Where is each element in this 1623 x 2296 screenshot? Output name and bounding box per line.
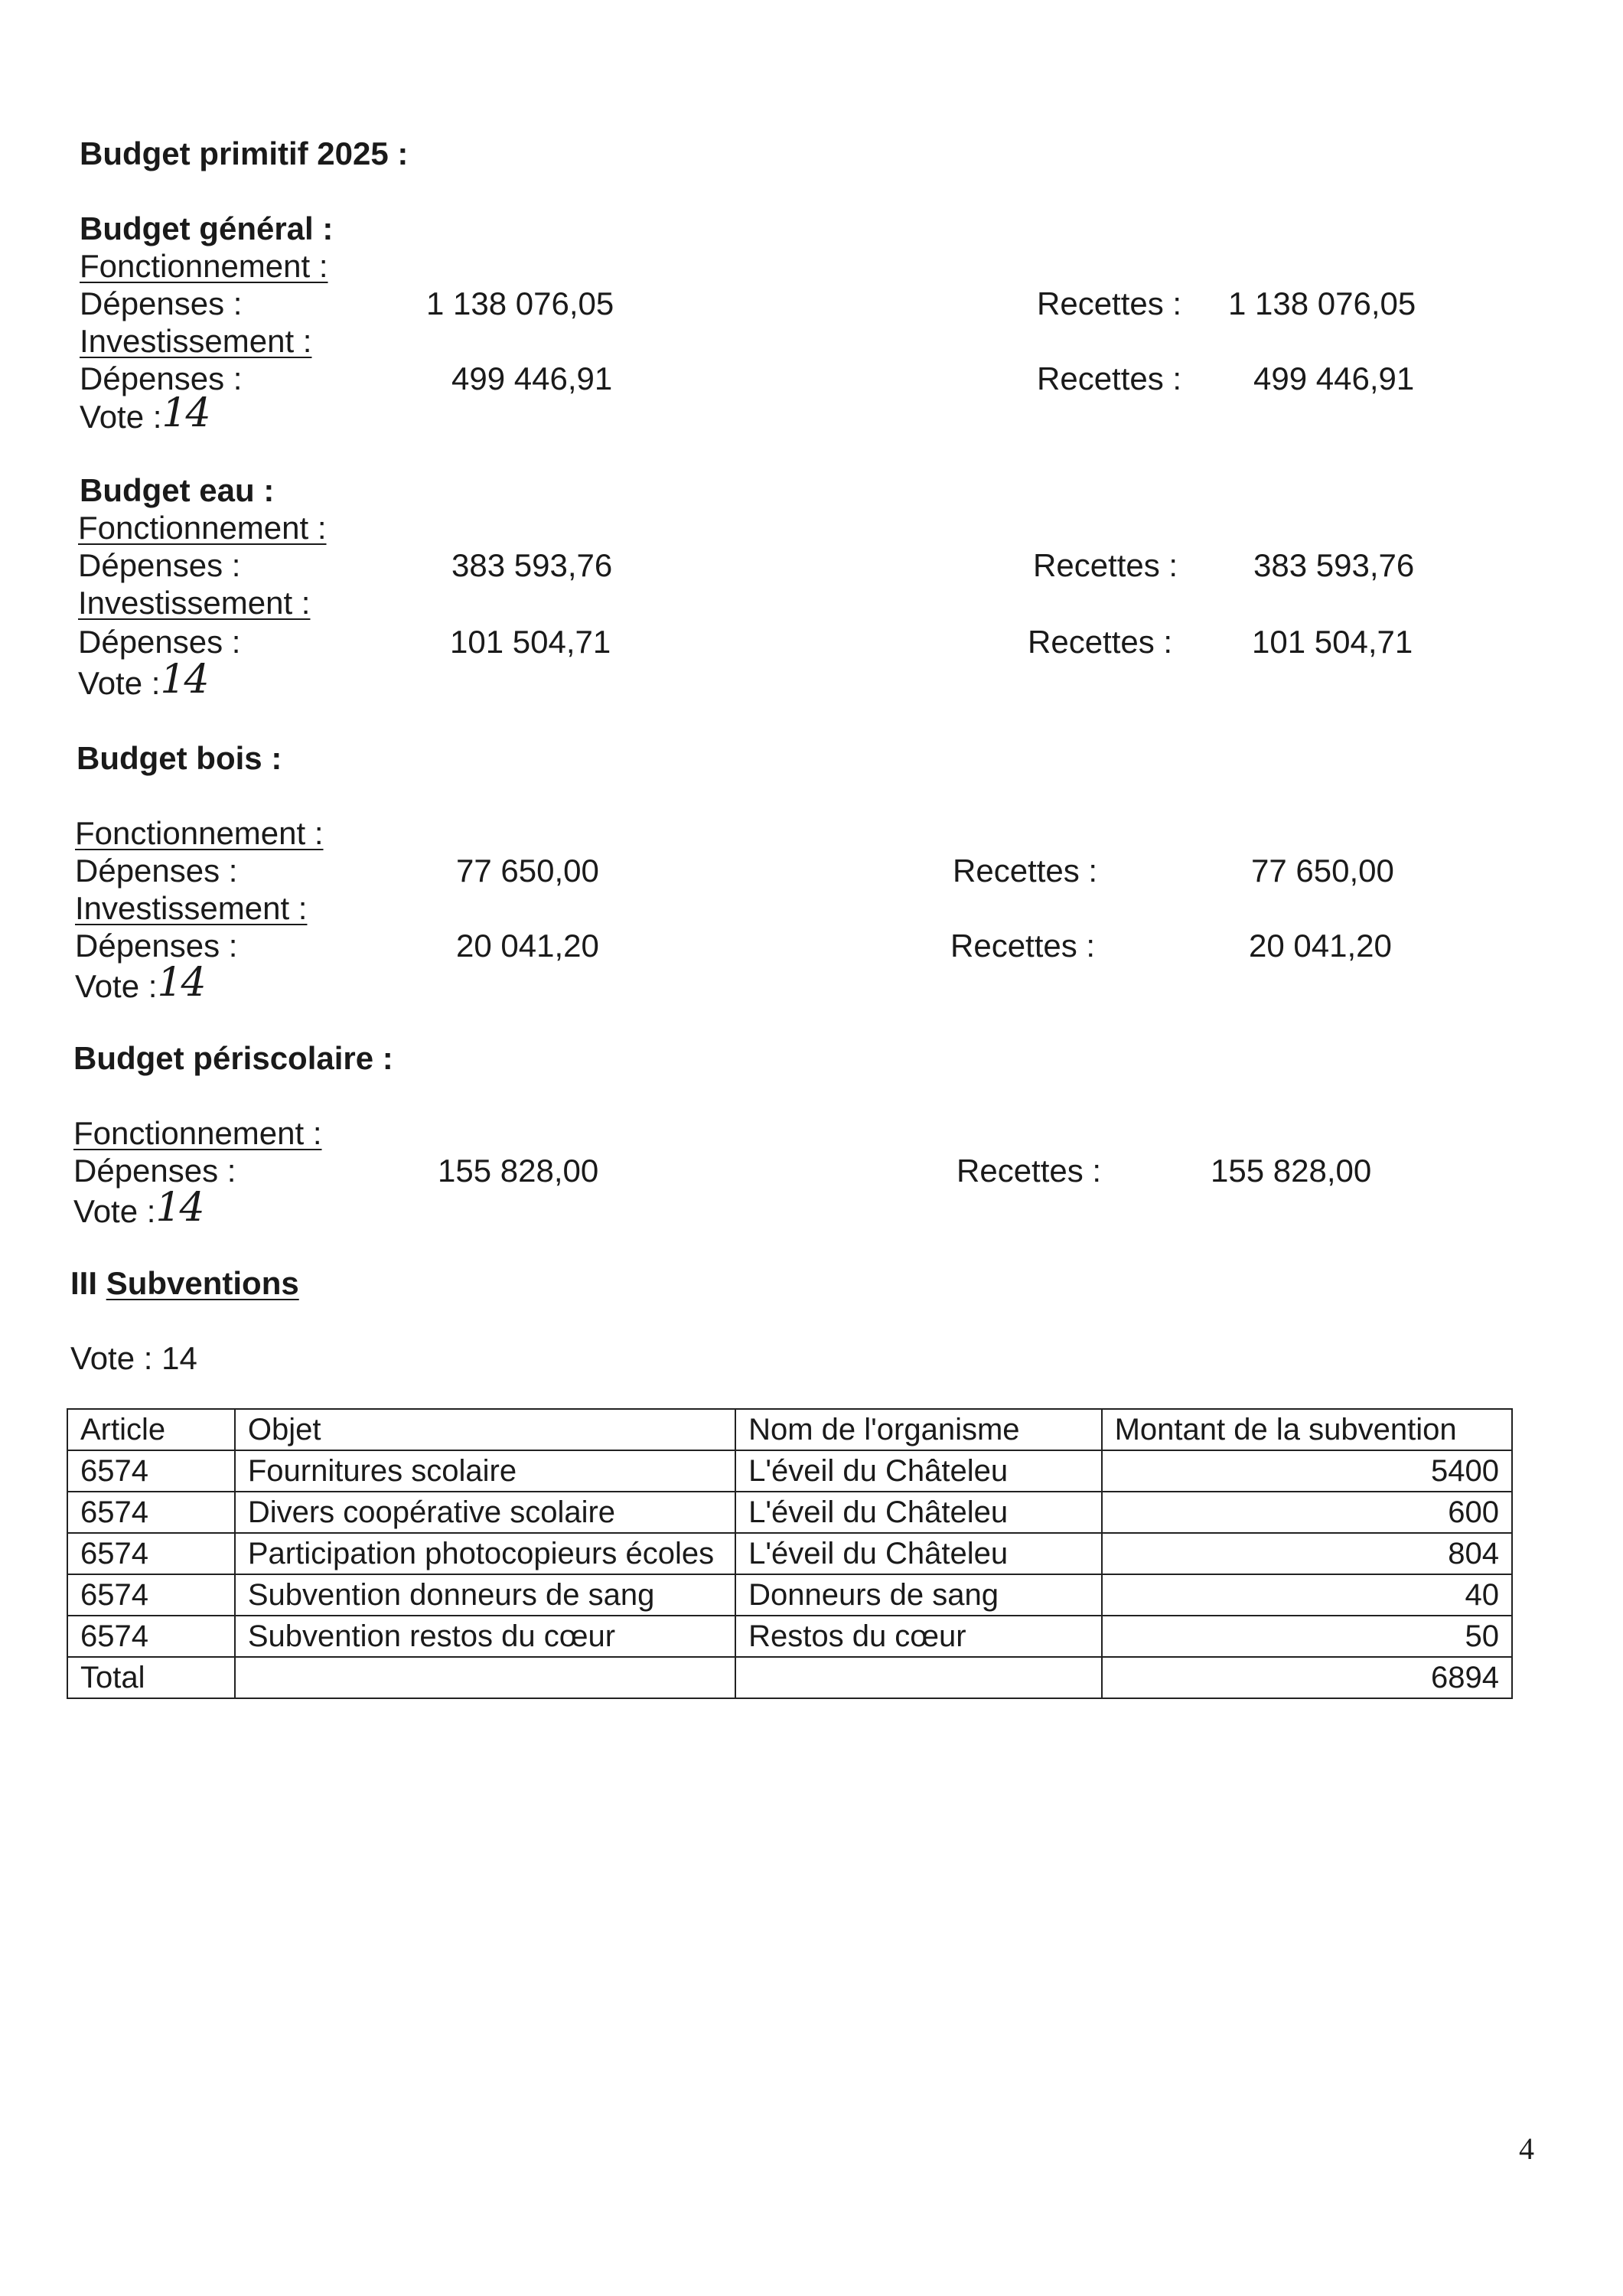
montant-cell: 50: [1102, 1616, 1512, 1657]
budget-general-vote-handwritten: 14: [161, 390, 210, 436]
table-row: [67, 1450, 1512, 1492]
budget-eau-investissement-label: Investissement :: [78, 585, 311, 621]
budget-periscolaire-fonct-depenses-label: Dépenses :: [73, 1153, 236, 1189]
budget-bois-fonct-depenses-value: 77 650,00: [456, 853, 599, 889]
budget-general-fonct-recettes-value: 1 138 076,05: [1228, 285, 1416, 321]
subventions-numeral: III: [70, 1265, 98, 1301]
empty-cell: [235, 1657, 735, 1698]
page-heading: Budget primitif 2025 :: [80, 135, 409, 171]
budget-general-fonct-depenses-value: 1 138 076,05: [426, 285, 614, 321]
article-cell: 6574: [67, 1616, 235, 1657]
article-cell: 6574: [67, 1492, 235, 1533]
budget-bois-invest-depenses-value: 20 041,20: [456, 928, 599, 964]
budget-bois-invest-recettes-label: Recettes :: [950, 928, 1096, 964]
montant-cell: 600: [1102, 1492, 1512, 1533]
budget-periscolaire-title: Budget périscolaire :: [73, 1040, 393, 1076]
table-row: [67, 1574, 1512, 1616]
budget-general-fonct-recettes-label: Recettes :: [1037, 285, 1182, 321]
table-row: [67, 1492, 1512, 1533]
budget-periscolaire-fonct-depenses-value: 155 828,00: [438, 1153, 599, 1189]
budget-bois-vote: [75, 960, 205, 1006]
montant-cell: 40: [1102, 1574, 1512, 1616]
budget-eau-fonct-depenses-label: Dépenses :: [78, 547, 241, 583]
objet-cell: Fournitures scolaire: [235, 1450, 735, 1492]
budget-eau-fonct-recettes-value: 383 593,76: [1253, 547, 1415, 583]
objet-cell: Subvention restos du cœur: [235, 1616, 735, 1657]
organisme-cell: L'éveil du Châteleu: [735, 1492, 1102, 1533]
budget-bois-vote-handwritten: 14: [157, 960, 205, 1006]
budget-general-invest-recettes-label: Recettes :: [1037, 360, 1182, 396]
budget-periscolaire-fonctionnement-label: Fonctionnement :: [73, 1115, 322, 1151]
budget-eau-invest-depenses-label: Dépenses :: [78, 624, 241, 660]
empty-cell: [735, 1657, 1102, 1698]
budget-general-invest-recettes-value: 499 446,91: [1253, 360, 1415, 396]
budget-bois-fonctionnement-label: Fonctionnement :: [75, 815, 324, 851]
organisme-cell: L'éveil du Châteleu: [735, 1533, 1102, 1574]
table-header-cell: Objet: [235, 1409, 735, 1450]
table-row: [67, 1533, 1512, 1574]
objet-cell: Divers coopérative scolaire: [235, 1492, 735, 1533]
objet-cell: Participation photocopieurs écoles: [235, 1533, 735, 1574]
subventions-heading: [70, 1267, 299, 1300]
budget-bois-invest-depenses-label: Dépenses :: [75, 928, 238, 964]
objet-cell: Subvention donneurs de sang: [235, 1574, 735, 1616]
budget-periscolaire-vote-label: Vote :: [73, 1193, 156, 1229]
organisme-cell: Restos du cœur: [735, 1616, 1102, 1657]
budget-bois-invest-recettes-value: 20 041,20: [1249, 928, 1392, 964]
table-row: [67, 1616, 1512, 1657]
budget-eau-fonct-recettes-label: Recettes :: [1033, 547, 1178, 583]
budget-general-fonctionnement-label: Fonctionnement :: [80, 248, 328, 284]
subventions-table: [67, 1408, 1513, 1699]
organisme-cell: L'éveil du Châteleu: [735, 1450, 1102, 1492]
budget-general-fonct-depenses-label: Dépenses :: [80, 285, 243, 321]
budget-bois-title: Budget bois :: [77, 740, 282, 776]
budget-general-invest-depenses-label: Dépenses :: [80, 360, 243, 396]
budget-general-vote-label: Vote :: [80, 399, 162, 435]
montant-cell: 5400: [1102, 1450, 1512, 1492]
budget-eau-invest-recettes-value: 101 504,71: [1252, 624, 1413, 660]
budget-general-investissement-label: Investissement :: [80, 323, 312, 359]
budget-bois-investissement-label: Investissement :: [75, 890, 308, 926]
article-cell: 6574: [67, 1533, 235, 1574]
budget-eau-fonctionnement-label: Fonctionnement :: [78, 510, 327, 546]
budget-periscolaire-fonct-recettes-value: 155 828,00: [1211, 1153, 1372, 1189]
budget-bois-fonct-recettes-label: Recettes :: [953, 853, 1098, 889]
budget-periscolaire-fonct-recettes-label: Recettes :: [957, 1153, 1102, 1189]
subventions-vote: Vote : 14: [70, 1340, 197, 1376]
budget-eau-fonct-depenses-value: 383 593,76: [451, 547, 613, 583]
budget-general-invest-depenses-value: 499 446,91: [451, 360, 613, 396]
table-header-cell: Montant de la subvention: [1102, 1409, 1512, 1450]
total-value-cell: 6894: [1102, 1657, 1512, 1698]
table-header-cell: Article: [67, 1409, 235, 1450]
table-header-cell: Nom de l'organisme: [735, 1409, 1102, 1450]
budget-general-title: Budget général :: [80, 210, 334, 246]
budget-eau-invest-depenses-value: 101 504,71: [450, 624, 611, 660]
total-label-cell: Total: [67, 1657, 235, 1698]
budget-eau-invest-recettes-label: Recettes :: [1028, 624, 1173, 660]
budget-bois-fonct-recettes-value: 77 650,00: [1251, 853, 1394, 889]
page-number: 4: [1519, 2131, 1534, 2166]
budget-eau-vote-label: Vote :: [78, 665, 161, 701]
article-cell: 6574: [67, 1574, 235, 1616]
article-cell: 6574: [67, 1450, 235, 1492]
budget-periscolaire-vote-handwritten: 14: [155, 1185, 204, 1231]
budget-bois-vote-label: Vote :: [75, 968, 158, 1004]
organisme-cell: Donneurs de sang: [735, 1574, 1102, 1616]
budget-general-vote: [80, 390, 210, 436]
table-header-row: [67, 1409, 1512, 1450]
table-total-row: [67, 1657, 1512, 1698]
subventions-title: Subventions: [106, 1265, 299, 1301]
budget-eau-vote-handwritten: 14: [160, 657, 208, 703]
montant-cell: 804: [1102, 1533, 1512, 1574]
budget-eau-title: Budget eau :: [80, 472, 275, 508]
budget-bois-fonct-depenses-label: Dépenses :: [75, 853, 238, 889]
budget-periscolaire-vote: [73, 1185, 204, 1231]
budget-eau-vote: [78, 657, 208, 703]
